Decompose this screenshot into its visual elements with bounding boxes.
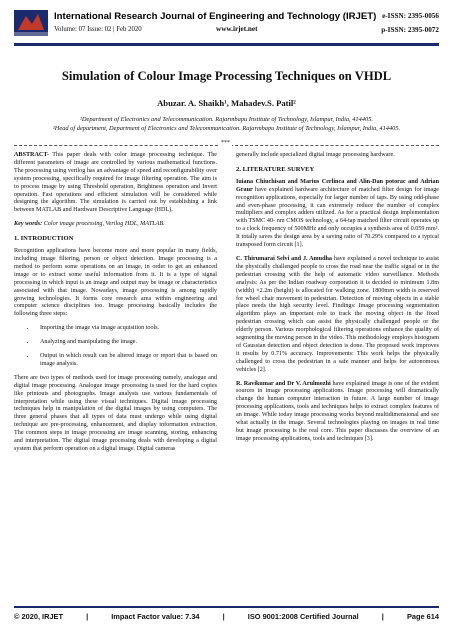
continued-paragraph: generally include specialized digital image processing hardware.: [236, 152, 395, 158]
literature-heading: 2. LITERATURE SURVEY: [236, 165, 315, 173]
abstract: [14, 152, 217, 215]
right-column: [236, 152, 439, 450]
paper-authors: Abuzar. A. Shaikh¹, Mahadev.S. Patil²: [157, 98, 296, 108]
intro-paragraph-1: Recognition applications have become more and more popular in many fields, including image filtering, person or object detection. Image processing is a method to perform some operations on an image, in order to get an enhanced image or to extract some useful information from it. It is a type of signal processing in which input is an image and output may be image or characteristics associated with that image. Nowadays, image processing is among rapidly growing technologies. It forms core research area within engineering and computer science disciplines too. Image processing basically includes the following three steps:: [14, 248, 217, 318]
footer-divider: |: [86, 612, 89, 621]
reference-1-text: have explained hardware architecture of matched filter design for image recognition applications, especially for larger number of taps. By using odd-phase and even-phase processing, it can extremely reduce the number of complex multipliers and complex adders utilized. As for a practical design implementation with TSMC 40- nm CMOS technology, a 64-tap matched filter circuit operates up to a clock frequency of 500MHz and only occupies a synthesis area of 0.059 mm². It totally saves the design area by a saving ratio of 70.29% compared to a typical transposed form circuit [1].: [236, 186, 439, 249]
journal-header: [14, 8, 439, 42]
abstract-text: This paper deals with color image processing technique. The different parameters of image are controlled by various mathematical functions. The processing using verilog has an advantage of speed and reconfigurability over system processing, specifically required for image filtering operation. The aim is to process image by using Threshold operation, Brightness operation and Invert operation. Fast operations and efficient simulation will be considered while designing the algorithm. The simulation is carried out by establishing a link between MATLAB and Hardware Descriptive Language (HDL).: [14, 152, 217, 214]
reference-2: [236, 256, 439, 375]
paper-title: Simulation of Colour Image Processing Techniques on VHDL: [61, 69, 392, 83]
list-item: • Output in which result can be altered image or report that is based on image analysis.: [36, 353, 217, 369]
reference-2-text: have explained a novel technique to assist the physically challenged people to cross the road near the traffic signal or in the pedestrian crossing with the help of automatic video surveillance. Methods analysis: As per the Indian roadway corporation it is decided to minimum 1.8m (width) ×2.2m (height) is allocated for walking zone. 1800mm width is reserved for wheel chair movement in pedestrian. Detection of moving objects in a stable place needs the high security level. Findings: Image processing segmentation algorithm plays an important role to track the moving object in the fixed pedestrian crossing which can assist the physically challenged people or the elderly person. Various morphological filtering operations enhance the quality of segmenting the moving person in the video. This methodology employs histogram of Gaussian detection and object detection is done. The proposed work improves it results by 0.71% accuracy. Improvements: This work helps the physically challenged to cross the pedestrian in a safe manner and helps for autonomous vehicles [2].: [236, 255, 439, 373]
footer-page-number: Page 614: [406, 612, 439, 621]
footer-divider: |: [381, 612, 384, 621]
journal-website: www.irjet.net: [216, 25, 258, 33]
footer-divider: |: [222, 612, 225, 621]
section-separator: [14, 140, 439, 146]
reference-3-authors: R. Ravikumar and Dr V. Arulmozhi: [236, 380, 331, 387]
header-rule: [14, 43, 439, 46]
intro-heading: 1. INTRODUCTION: [14, 235, 74, 243]
page-footer: [14, 612, 439, 621]
journal-name: International Research Journal of Engineering and Technology (IRJET): [54, 11, 377, 22]
abstract-label: ABSTRACT-: [14, 152, 49, 158]
footer-iso: ISO 9001:2008 Certified Journal: [247, 612, 359, 621]
keywords-text: Color image processing, Verilog HDL, MATLAB.: [42, 221, 165, 228]
affiliation-1: ¹Department of Electronics and Telecommunication. Rajarmbapu Institute of Technology, Islampur, India, 414405.: [79, 116, 374, 123]
list-item: • Importing the image via image acquisition tools.: [36, 325, 217, 333]
intro-paragraph-2: There are two types of methods used for image processing namely, analogue and digital image processing. Analogue image processing is used for the hard copies like printouts and photographs. Image analysts use various fundamentals of interpretation while using these visual techniques. Digital image processing techniques help in manipulation of the digital images by using computers. The three general phases that all types of data must undergo while using digital technique are pre-processing, enhancement, and display information extraction. The common steps in image processing are image scanning, storing, enhancing and interpretation. The digital image processing deals with developing a digital system that perform operation on a digital image. Digital cameras: [14, 374, 217, 452]
irjet-logo: [14, 10, 48, 36]
reference-1: [236, 179, 439, 250]
footer-copyright: © 2020, IRJET: [14, 612, 63, 621]
steps-list: [14, 325, 217, 369]
e-issn: e-ISSN: 2395-0056: [382, 12, 439, 20]
reference-3: [236, 381, 439, 444]
reference-1-authors: Iuiana Chiuchisan and Marius Cerlinca and Alin-Dan potorac and Adrian Graur: [236, 178, 439, 193]
reference-3-text: have explained image is one of the evident sources in image processing applications. Image processing will dramatically change the human computer interaction in future. A large number of image processing applications, tools and techniques helps to extract complex features of an image. While today image processing works beyond multidimensional and see what actually in the image. Several technologies playing on images in real time but image processing is the real core. This paper discusses the overview of an image processing applications, tools and techniques [3].: [236, 380, 439, 442]
separator-mark: ***: [221, 140, 230, 146]
p-issn: p-ISSN: 2395-0072: [381, 26, 439, 34]
list-item: • Analyzing and manipulating the image.: [36, 339, 217, 347]
footer-impact-factor: Impact Factor value: 7.34: [111, 612, 200, 621]
volume-issue: Volume: 07 Issue: 02 | Feb 2020: [54, 26, 142, 33]
footer-rule: [14, 606, 439, 608]
left-column: [14, 152, 217, 460]
reference-2-authors: C. Thirumarai Selvi and J. Amudha: [236, 255, 332, 262]
keywords-label: Key words:: [14, 221, 43, 228]
affiliation-2: ²Head of department, Department of Electronics and Telecommunication. Rajarmbapu Institute of Technology, Islampur, India, 414405.: [52, 125, 401, 132]
keywords: [14, 221, 217, 229]
